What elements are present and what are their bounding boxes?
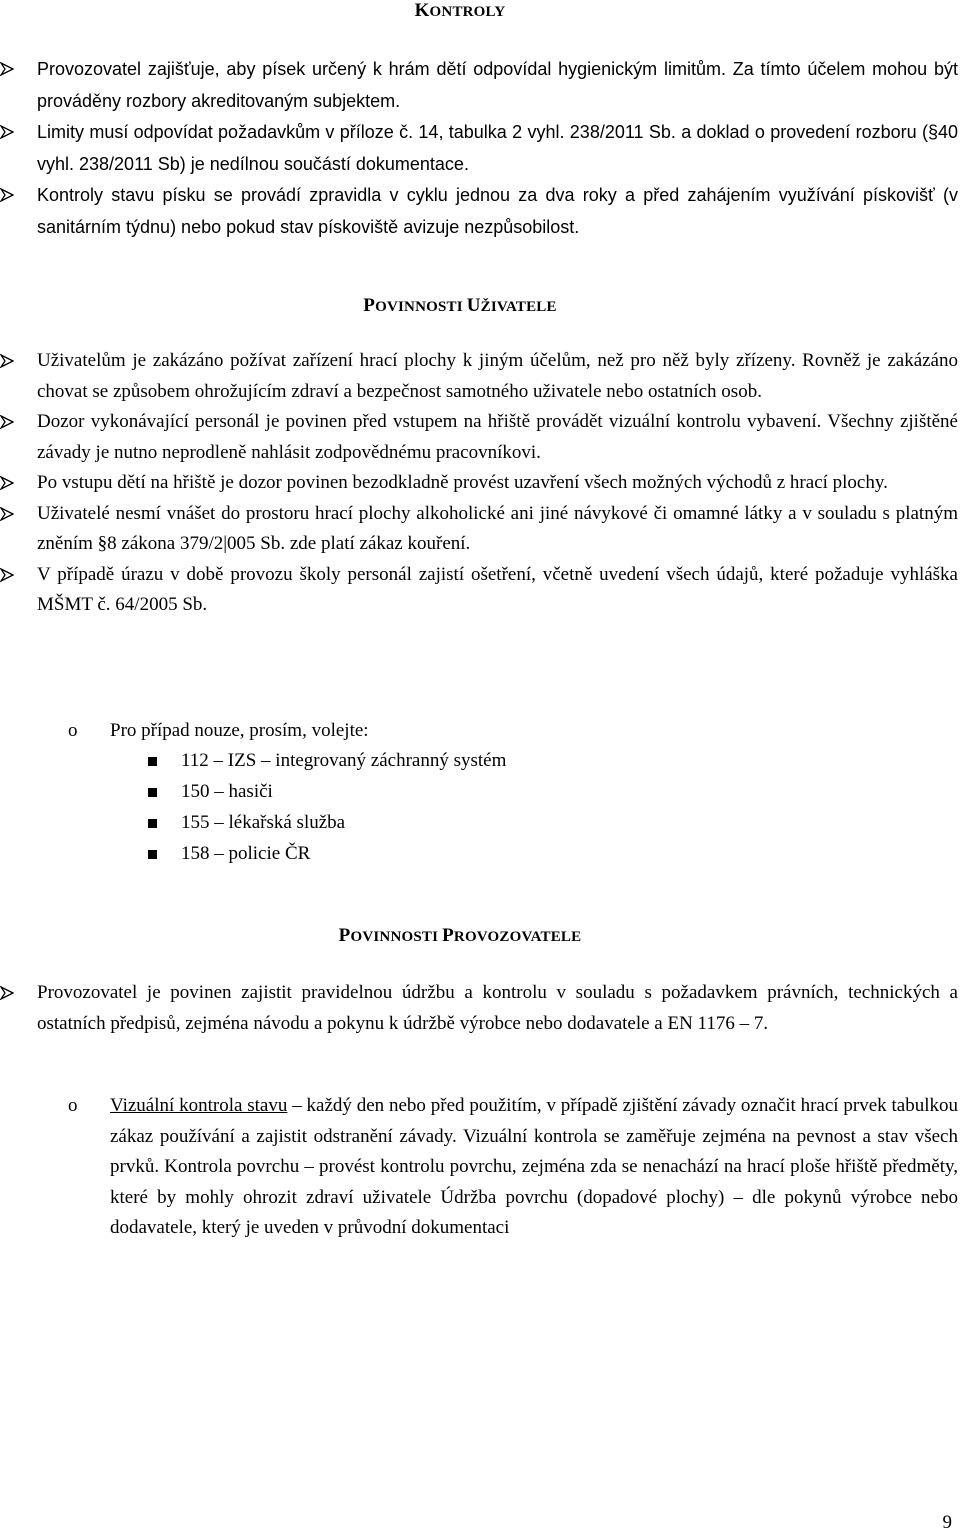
arrow-bullet-icon xyxy=(0,476,14,490)
square-bullet-icon xyxy=(148,757,157,766)
arrow-bullet-icon xyxy=(0,62,14,76)
list-item xyxy=(68,716,960,747)
square-bullet-icon xyxy=(148,819,157,828)
provozovatele-list xyxy=(0,978,960,1039)
arrow-bullet-icon xyxy=(0,568,14,582)
list-item: Uživatelům je zakázáno požívat zařízení hrací plochy k jiným účelům, než pro něž byly zřízeny. Rovněž je zakázáno chovat se způsobem ohrožujícím zdraví a bezpečnost samotného uživatele nebo ostatních osob. xyxy=(0,346,960,407)
emergency-title: Pro případ nouze, prosím, volejte: xyxy=(110,720,369,741)
section-title-povinnosti-uzivatele: POVINNOSTI UŽIVATELE xyxy=(363,295,557,316)
visual-check-label: Vizuální kontrola stavu xyxy=(110,1095,288,1116)
list-item: Dozor vykonávající personál je povinen před vstupem na hřiště provádět vizuální kontrolu vybavení. Všechny zjištěné závady je nutno neprodleně nahlásit zodpovědnému pracovníkovi. xyxy=(0,407,960,468)
list-item: o Vizuální kontrola stavu – každý den nebo před použitím, v případě zjištění závady označit hrací prvek tabulkou zákaz používání a zajistit odstranění závady. Vizuální kontrola se zaměřuje zejména na pevnost a stav všech prvků. Kontrola povrchu – provést kontrolu povrchu, zejména zda se nenachází na hrací ploše hřiště předměty, které by mohly ohrozit zdraví uživatele Údržba povrchu (dopadové plochy) – dle pokynů výrobce nebo dodavatele, který je uveden v průvodní dokumentaci xyxy=(68,1091,960,1244)
list-item: Provozovatel je povinen zajistit pravidelnou údržbu a kontrolu v souladu s požadavkem právních, technických a ostatních předpisů, zejména návodu a pokynu k údržbě výrobce nebo dodavatele a EN 1176 – 7. xyxy=(0,978,960,1039)
list-item: Limity musí odpovídat požadavkům v příloze č. 14, tabulka 2 vyhl. 238/2011 Sb. a doklad o provedení rozboru (§40 vyhl. 238/2011 Sb) je nedílnou součástí dokumentace. xyxy=(0,117,960,180)
square-bullet-icon xyxy=(148,850,157,859)
list-item: Provozovatel zajišťuje, aby písek určený k hrám dětí odpovídal hygienickým limitům. Za tímto účelem mohou být prováděny rozbory akreditovaným subjektem. xyxy=(0,54,960,117)
uzivatele-list xyxy=(0,346,960,621)
kontroly-list xyxy=(0,54,960,243)
emergency-numbers-list xyxy=(148,746,506,870)
section-title-povinnosti-provozovatele: POVINNOSTI PROVOZOVATELE xyxy=(338,925,582,946)
provozovatele-sublist xyxy=(68,1091,960,1244)
square-bullet-icon xyxy=(148,788,157,797)
list-item: 158 – policie ČR xyxy=(148,839,506,870)
arrow-bullet-icon xyxy=(0,415,14,429)
circle-bullet-icon: o xyxy=(68,1095,78,1116)
arrow-bullet-icon xyxy=(0,354,14,368)
arrow-bullet-icon xyxy=(0,125,14,139)
page-number: 9 xyxy=(942,1512,952,1533)
list-item: Kontroly stavu písku se provádí zpravidla v cyklu jednou za dva roky a před zahájením využívání pískovišť (v sanitárním týdnu) nebo pokud stav pískoviště avizuje nezpůsobilost. xyxy=(0,180,960,243)
list-item: 112 – IZS – integrovaný záchranný systém xyxy=(148,746,506,777)
emergency-list xyxy=(68,716,960,747)
circle-bullet-icon: o xyxy=(68,720,78,741)
section-title-kontroly: KONTROLY xyxy=(414,0,506,21)
arrow-bullet-icon xyxy=(0,507,14,521)
list-item: 155 – lékařská služba xyxy=(148,808,506,839)
list-item: 150 – hasiči xyxy=(148,777,506,808)
list-item: V případě úrazu v době provozu školy personál zajistí ošetření, včetně uvedení všech údajů, které požaduje vyhláška MŠMT č. 64/2005 Sb. xyxy=(0,560,960,621)
arrow-bullet-icon xyxy=(0,188,14,202)
list-item: Po vstupu dětí na hřiště je dozor povinen bezodkladně provést uzavření všech možných východů z hrací plochy. xyxy=(0,468,960,499)
list-item: Uživatelé nesmí vnášet do prostoru hrací plochy alkoholické ani jiné návykové či omamné látky a v souladu s platným zněním §8 zákona 379/2|005 Sb. zde platí zákaz kouření. xyxy=(0,499,960,560)
arrow-bullet-icon xyxy=(0,986,14,1000)
